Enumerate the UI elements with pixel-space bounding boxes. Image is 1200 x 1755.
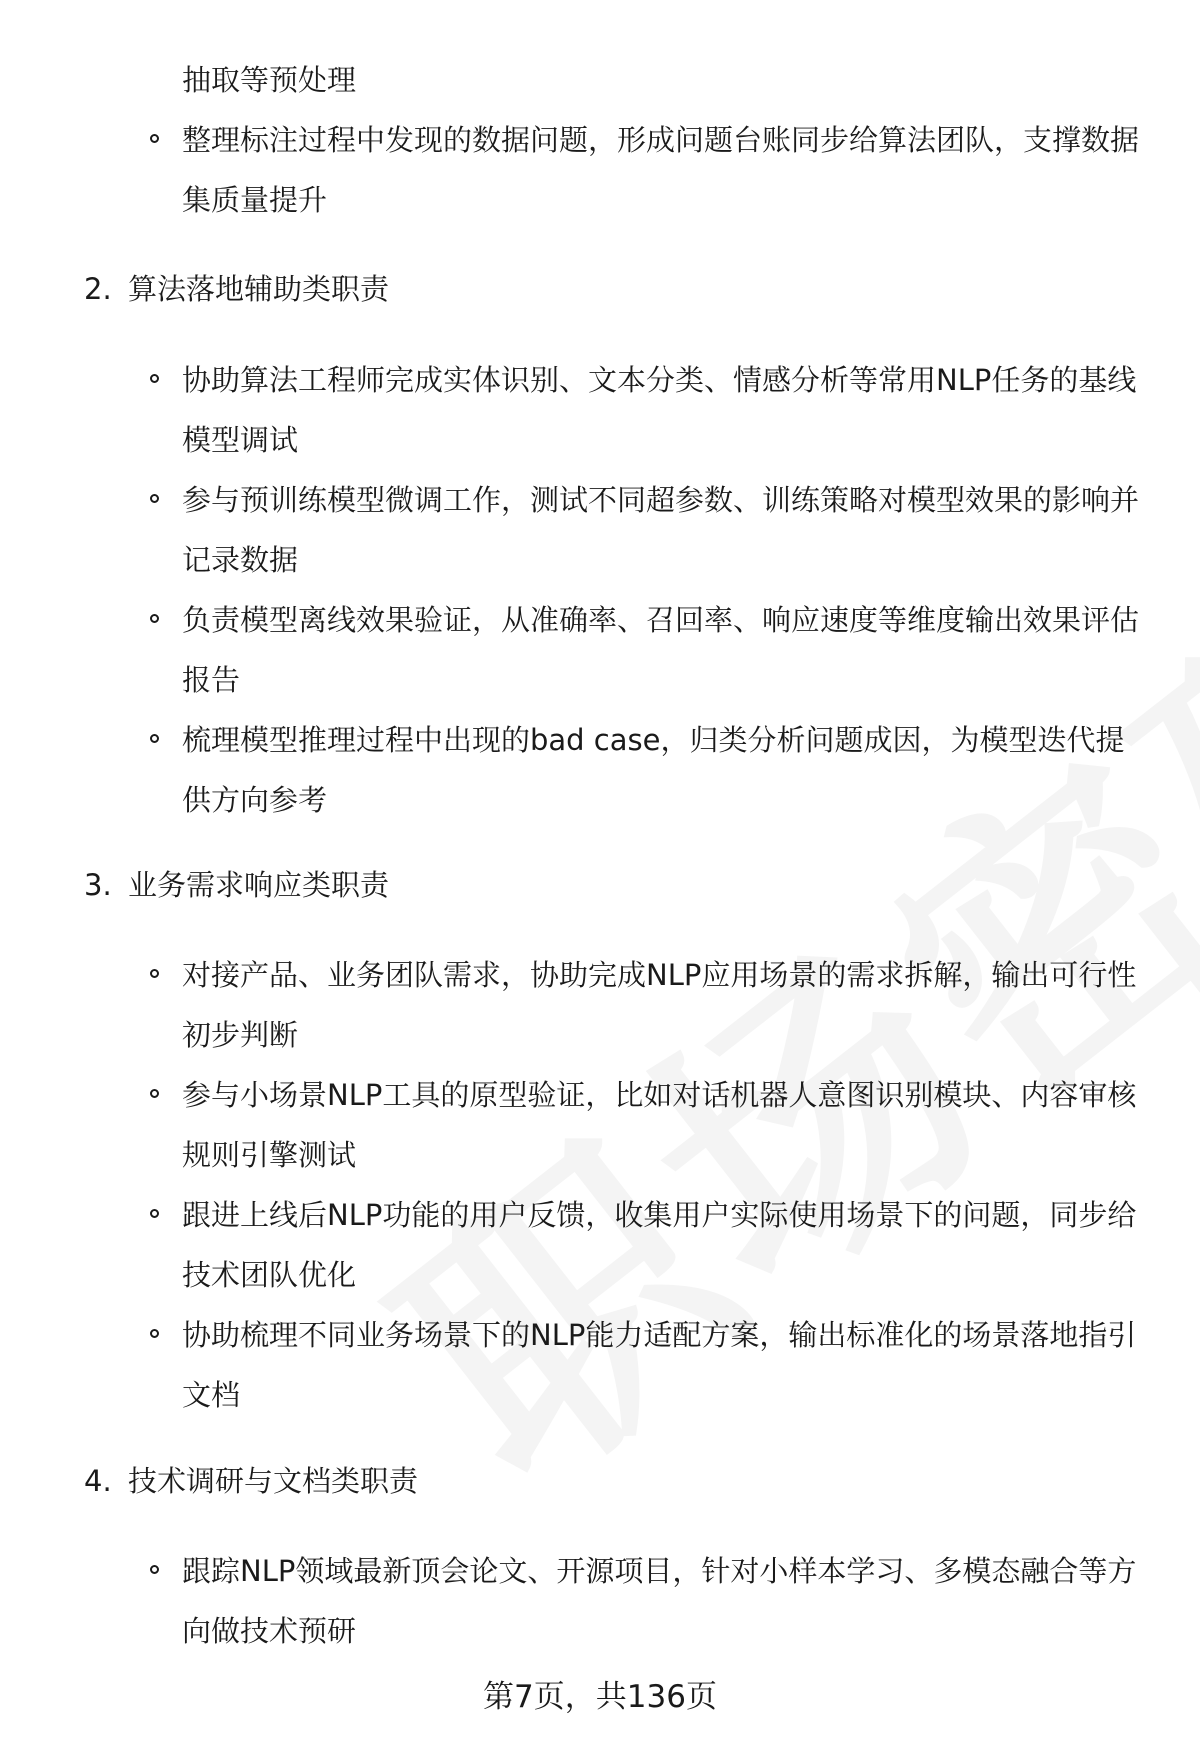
list-item-text: 协助算法工程师完成实体识别、文本分类、情感分析等常用NLP任务的基线模型调试 bbox=[182, 363, 1137, 457]
list-item bbox=[182, 710, 1142, 830]
list-item bbox=[182, 1185, 1142, 1305]
list-item bbox=[182, 1305, 1142, 1425]
section-number: 4. bbox=[84, 1464, 112, 1498]
hollow-bullet-icon bbox=[150, 1329, 159, 1338]
list-item-text: 整理标注过程中发现的数据问题，形成问题台账同步给算法团队，支撑数据集质量提升 bbox=[182, 123, 1140, 217]
section-number: 2. bbox=[84, 272, 112, 306]
list-item-text: 协助梳理不同业务场景下的NLP能力适配方案，输出标准化的场景落地指引文档 bbox=[182, 1318, 1137, 1412]
list-item-text: 对接产品、业务团队需求，协助完成NLP应用场景的需求拆解，输出可行性初步判断 bbox=[182, 958, 1137, 1052]
list-item-text: 参与小场景NLP工具的原型验证，比如对话机器人意图识别模块、内容审核规则引擎测试 bbox=[182, 1078, 1137, 1172]
list-item bbox=[182, 1541, 1142, 1661]
hollow-bullet-icon bbox=[150, 1089, 159, 1098]
hollow-bullet-icon bbox=[150, 494, 159, 503]
hollow-bullet-icon bbox=[150, 614, 159, 623]
list-item bbox=[182, 1065, 1142, 1185]
list-item-text: 跟踪NLP领域最新顶会论文、开源项目，针对小样本学习、多模态融合等方向做技术预研 bbox=[182, 1554, 1137, 1648]
section-number: 3. bbox=[84, 868, 112, 902]
hollow-bullet-icon bbox=[150, 734, 159, 743]
hollow-bullet-icon bbox=[150, 134, 159, 143]
list-item-text: 梳理模型推理过程中出现的bad case，归类分析问题成因，为模型迭代提供方向参考 bbox=[182, 723, 1125, 817]
section-title: 算法落地辅助类职责 bbox=[128, 272, 390, 306]
page-number-footer: 第7页，共136页 bbox=[483, 1679, 717, 1715]
list-item-text: 负责模型离线效果验证，从准确率、召回率、响应速度等维度输出效果评估报告 bbox=[182, 603, 1140, 697]
list-item bbox=[182, 590, 1142, 710]
section-title: 技术调研与文档类职责 bbox=[128, 1464, 419, 1498]
list-item bbox=[182, 110, 1142, 230]
section-heading bbox=[84, 1451, 418, 1511]
hollow-bullet-icon bbox=[150, 1565, 159, 1574]
section-heading bbox=[84, 259, 389, 319]
section-heading bbox=[84, 855, 389, 915]
list-item bbox=[182, 470, 1142, 590]
hollow-bullet-icon bbox=[150, 1209, 159, 1218]
hollow-bullet-icon bbox=[150, 969, 159, 978]
list-item-text: 参与预训练模型微调工作，测试不同超参数、训练策略对模型效果的影响并记录数据 bbox=[182, 483, 1140, 577]
list-item bbox=[182, 350, 1142, 470]
section-title: 业务需求响应类职责 bbox=[128, 868, 390, 902]
list-item bbox=[182, 945, 1142, 1065]
hollow-bullet-icon bbox=[150, 374, 159, 383]
list-item-text: 抽取等预处理 bbox=[182, 63, 357, 97]
list-item-text: 跟进上线后NLP功能的用户反馈，收集用户实际使用场景下的问题，同步给技术团队优化 bbox=[182, 1198, 1137, 1292]
list-item-continuation bbox=[182, 50, 1142, 110]
